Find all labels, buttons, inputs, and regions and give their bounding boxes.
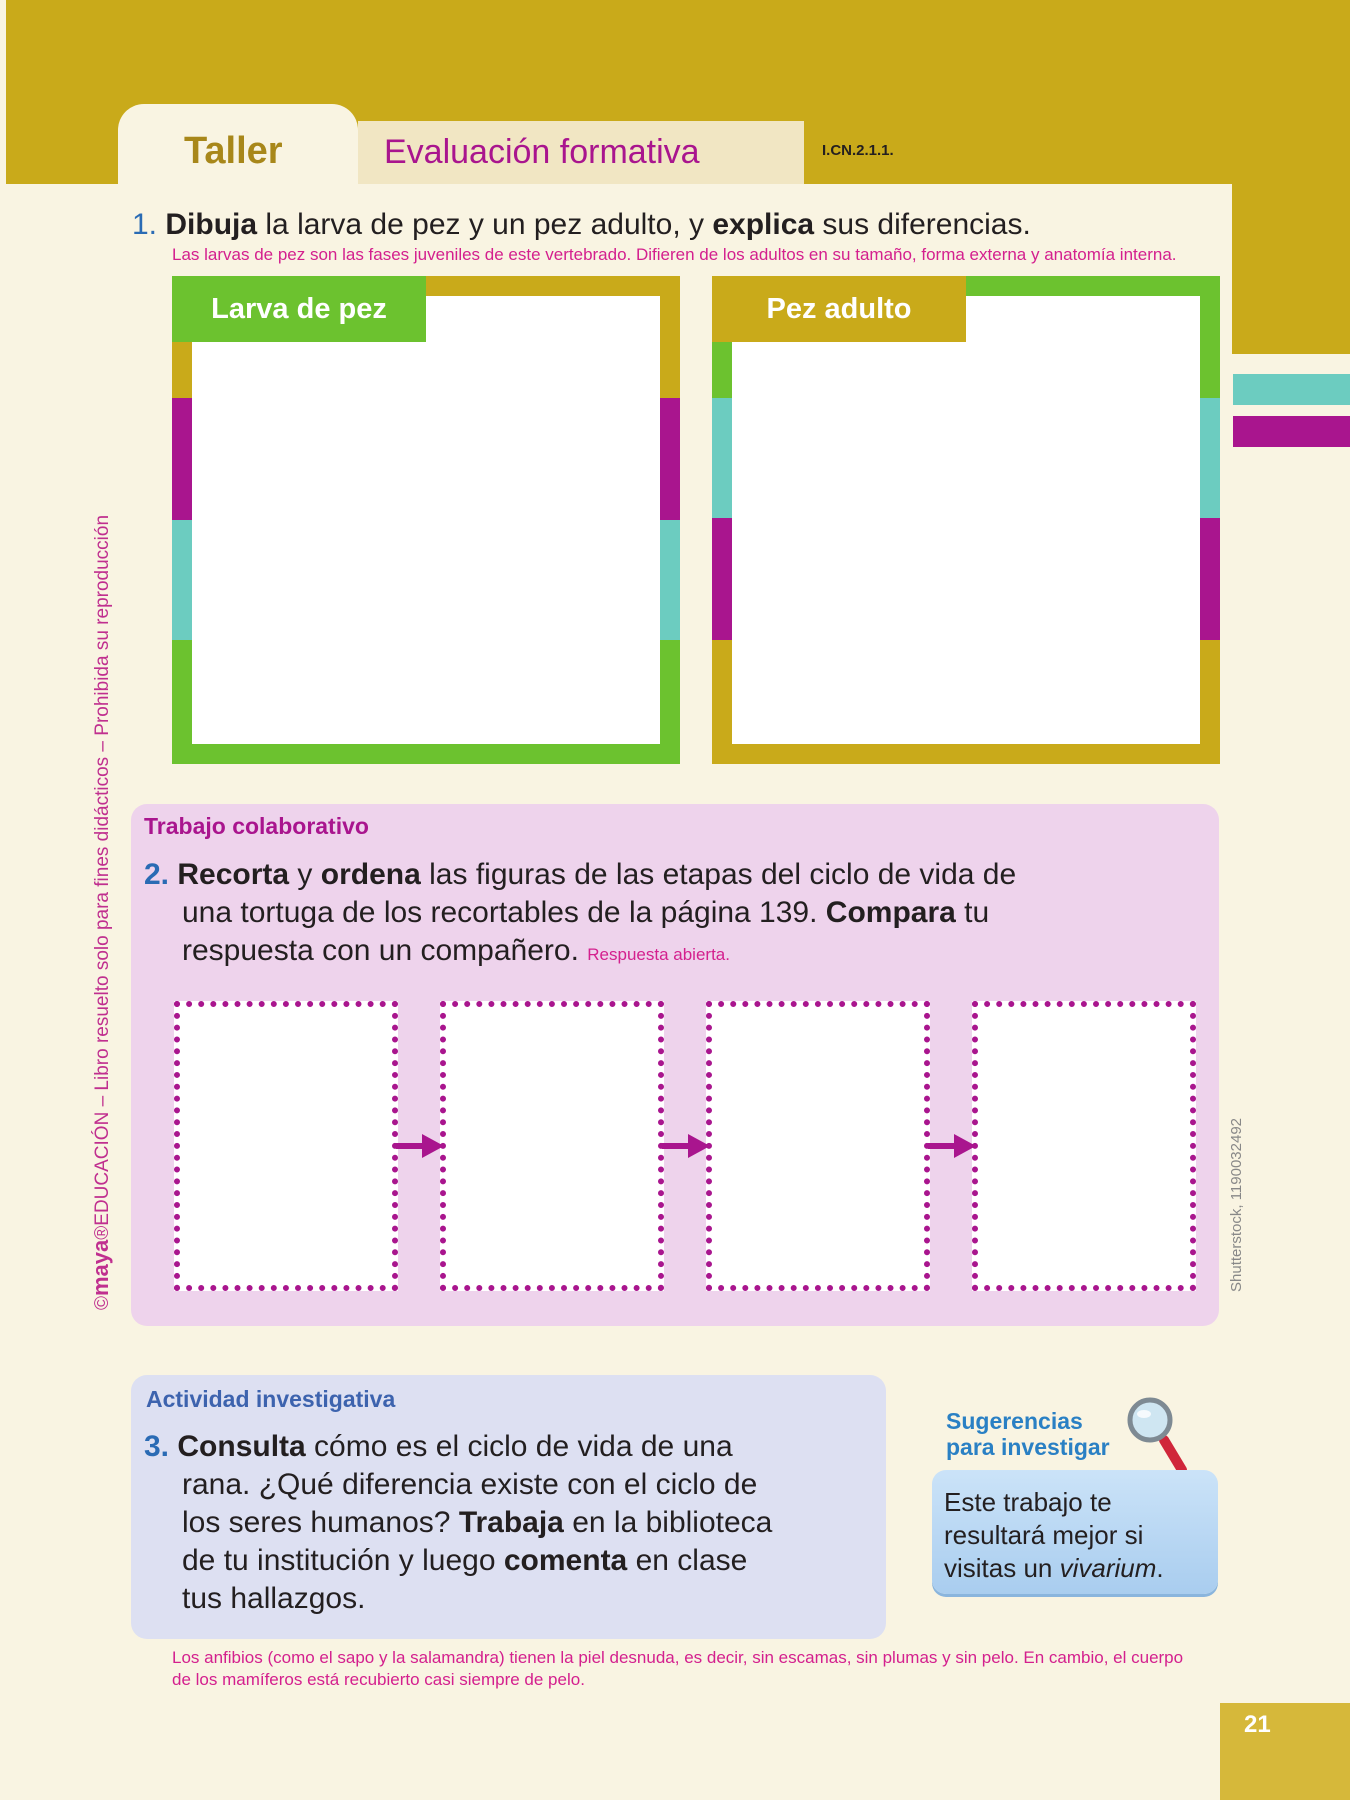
question-1: 1. Dibuja la larva de pez y un pez adulto, y explica sus diferencias.: [132, 208, 1031, 241]
answer-3: Los anfibios (como el sapo y la salamandra) tienen la piel desnuda, es decir, sin escamas, sin plumas y sin pelo. En cambio, el cuerpo de los mamíferos está recubierto casi siempre de pelo.: [172, 1648, 1184, 1689]
question-3: 3. Consulta cómo es el ciclo de vida de una rana. ¿Qué diferencia existe con el ciclo de los seres humanos? Trabaja en la biblioteca de tu institución y luego comenta en clase tus hallazgos.: [144, 1430, 773, 1615]
label-adult: Pez adulto: [712, 276, 966, 342]
right-band: [1232, 184, 1350, 354]
arrow-right-icon: [396, 1134, 444, 1158]
teal-strip: [1233, 374, 1350, 405]
brand-logo: maya: [88, 1239, 113, 1296]
tab-taller: [118, 104, 358, 186]
tab-evaluacion-label: Evaluación formativa: [384, 133, 700, 171]
answer-1: Las larvas de pez son las fases juveniles de este vertebrado. Difieren de los adultos en su tamaño, forma externa y anatomía interna.: [172, 245, 1177, 264]
suggestions-title: Sugerencias para investigar: [946, 1408, 1110, 1460]
label-larva: Larva de pez: [172, 276, 426, 342]
drawing-box-larva[interactable]: [172, 276, 680, 764]
tab-taller-label: Taller: [184, 130, 283, 172]
page-number-tab: [1220, 1703, 1350, 1800]
cutout-slot-1[interactable]: [174, 1001, 398, 1291]
magnifier-icon: [1124, 1396, 1190, 1476]
cutout-slot-4[interactable]: [972, 1001, 1196, 1291]
arrow-right-icon: [928, 1134, 976, 1158]
tab-evaluacion: [358, 121, 804, 184]
drawing-box-adult[interactable]: [712, 276, 1220, 764]
arrow-right-icon: [662, 1134, 710, 1158]
collab-title: Trabajo colaborativo: [144, 813, 369, 839]
magenta-strip: [1233, 416, 1350, 447]
sidebar-copyright: ©maya®EDUCACIÓN – Libro resuelto solo para fines didácticos – Prohibida su reproducción: [88, 514, 113, 1310]
image-credit: Shutterstock, 1190032492: [1228, 1117, 1245, 1292]
question-2: 2. Recorta y ordena las figuras de las etapas del ciclo de vida de una tortuga de los recortables de la página 139. Compara tu respuesta con un compañero. Respuesta abierta.: [144, 858, 1017, 967]
suggestions-text: Este trabajo te resultará mejor si visitas un vivarium.: [944, 1487, 1164, 1583]
curriculum-code: I.CN.2.1.1.: [822, 142, 894, 159]
page-number: 21: [1244, 1711, 1271, 1738]
answer-2: Respuesta abierta.: [587, 945, 730, 964]
cutout-slot-3[interactable]: [706, 1001, 930, 1291]
investigation-title: Actividad investigativa: [146, 1386, 396, 1412]
cutout-slot-2[interactable]: [440, 1001, 664, 1291]
